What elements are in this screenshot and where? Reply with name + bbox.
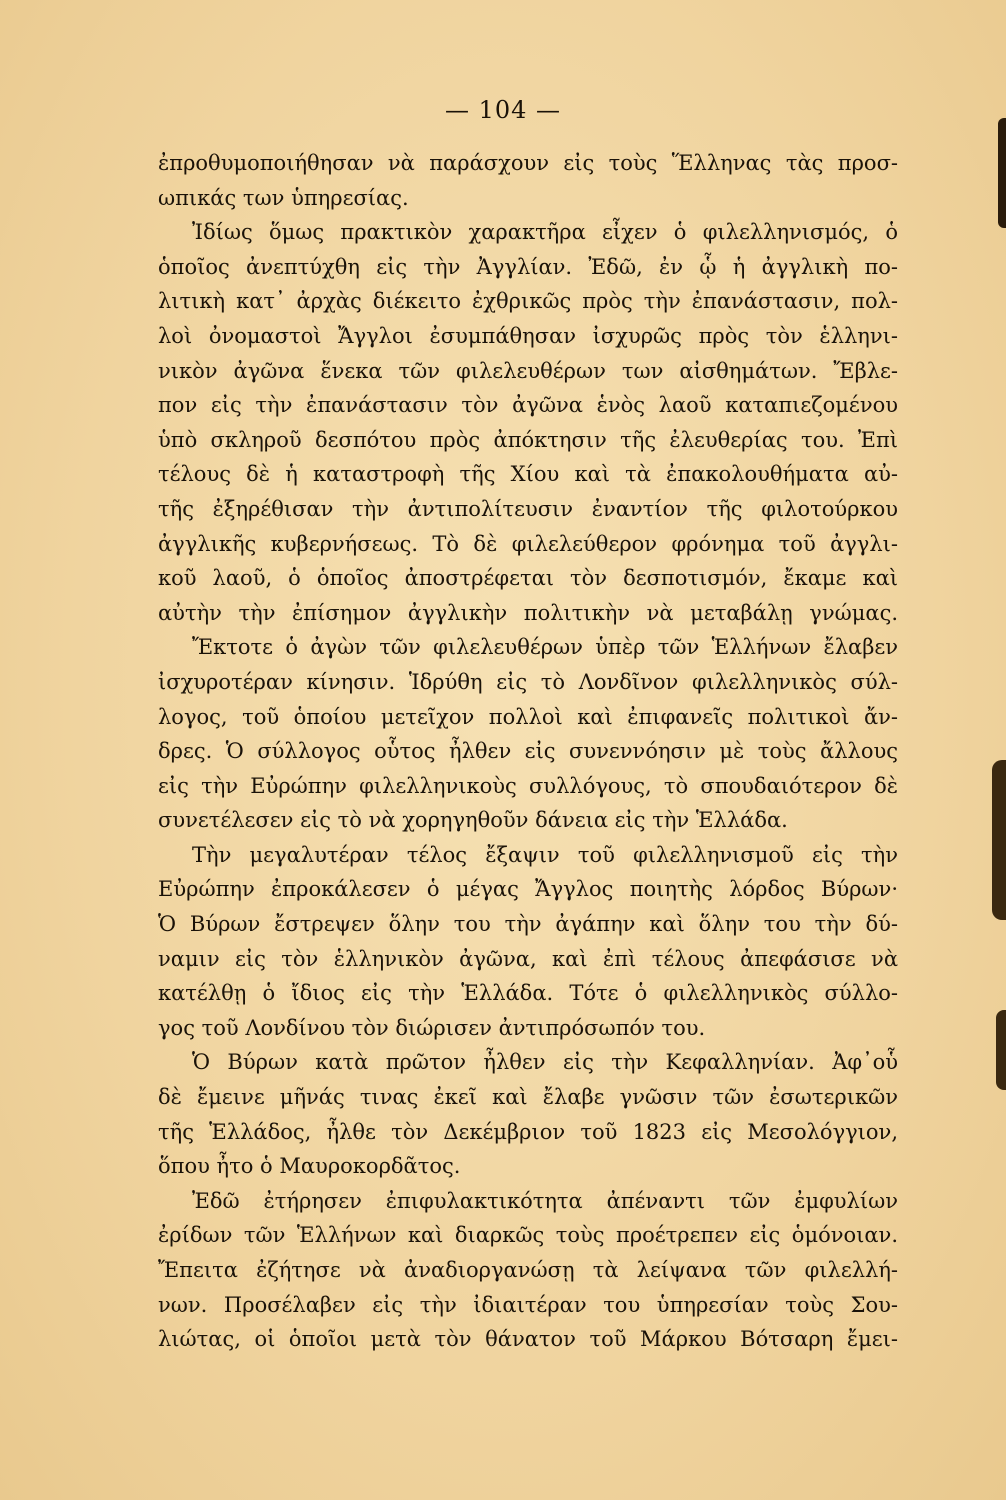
text-line: δρες. Ὁ σύλλογος οὗτος ἦλθεν εἰς συνεννόησιν μὲ τοὺς ἄλλους: [158, 739, 898, 764]
body-text: [158, 146, 898, 1357]
text-line: τῆς Ἑλλάδος, ἦλθε τὸν Δεκέμβριον τοῦ 1823 εἰς Μεσολόγγιον,: [158, 1119, 898, 1144]
text-line: Ἰδίως ὅμως πρακτικὸν χαρακτῆρα εἶχεν ὁ φιλελληνισμός, ὁ: [192, 220, 898, 245]
text-line: κατέλθῃ ὁ ἴδιος εἰς τὴν Ἑλλάδα. Τότε ὁ φιλελληνικὸς σύλλο-: [158, 981, 898, 1006]
text-line: τῆς ἐξηρέθισαν τὴν ἀντιπολίτευσιν ἐναντίον τῆς φιλοτούρκου: [158, 496, 898, 521]
text-line: Ἔπειτα ἐζήτησε νὰ ἀναδιοργανώσῃ τὰ λείψανα τῶν φιλελλή-: [158, 1258, 898, 1282]
text-line: ωπικάς των ὑπηρεσίας.: [158, 185, 409, 210]
page-edge-damage: [996, 1010, 1006, 1090]
text-line: λογος, τοῦ ὁποίου μετεῖχον πολλοὶ καὶ ἐπιφανεῖς πολιτικοὶ ἄν-: [158, 704, 898, 729]
text-line: πον εἰς τὴν ἐπανάστασιν τὸν ἀγῶνα ἑνὸς λαοῦ καταπιεζομένου: [158, 393, 898, 418]
page-number: — 104 —: [444, 96, 562, 124]
text-line: ἀγγλικῆς κυβερνήσεως. Τὸ δὲ φιλελεύθερον φρόνημα τοῦ ἀγγλι-: [158, 531, 898, 556]
text-line: Εὐρώπην ἐπροκάλεσεν ὁ μέγας Ἄγγλος ποιητὴς λόρδος Βύρων·: [158, 877, 898, 902]
text-line: Ὁ Βύρων ἔστρεψεν ὅλην του τὴν ἀγάπην καὶ ὅλην του τὴν δύ-: [158, 912, 898, 937]
page-edge-damage: [998, 118, 1006, 228]
text-line: ὑπὸ σκληροῦ δεσπότου πρὸς ἀπόκτησιν τῆς ἐλευθερίας του. Ἐπὶ: [158, 427, 898, 452]
text-line: ἰσχυροτέραν κίνησιν. Ἱδρύθη εἰς τὸ Λονδῖνον φιλελληνικὸς σύλ-: [158, 669, 898, 694]
page-edge-damage: [992, 760, 1006, 920]
text-line: ἐρίδων τῶν Ἑλλήνων καὶ διαρκῶς τοὺς προέτρεπεν εἰς ὁμόνοιαν.: [158, 1223, 898, 1248]
text-line: ὁποῖος ἀνεπτύχθη εἰς τὴν Ἀγγλίαν. Ἐδῶ, ἐν ᾧ ἡ ἀγγλικὴ πο-: [158, 254, 898, 279]
text-line: ὅπου ἦτο ὁ Μαυροκορδᾶτος.: [158, 1154, 461, 1179]
text-line: Ἐδῶ ἐτήρησεν ἐπιφυλακτικότητα ἀπέναντι τῶν ἐμφυλίων: [192, 1188, 898, 1213]
text-line: ἐπροθυμοποιήθησαν νὰ παράσχουν εἰς τοὺς Ἕλληνας τὰς προσ-: [158, 151, 898, 175]
text-line: νικὸν ἀγῶνα ἕνεκα τῶν φιλελευθέρων των αἰσθημάτων. Ἔβλε-: [158, 358, 898, 383]
text-line: τέλους δὲ ἡ καταστροφὴ τῆς Χίου καὶ τὰ ἐπακολουθήματα αὐ-: [158, 462, 898, 487]
text-line: λιτικὴ κατ᾽ ἀρχὰς διέκειτο ἐχθρικῶς πρὸς τὴν ἐπανάστασιν, πολ-: [158, 289, 898, 314]
text-line: αὐτὴν τὴν ἐπίσημον ἀγγλικὴν πολιτικὴν νὰ μεταβάλῃ γνώμας.: [158, 600, 898, 625]
text-line: λιώτας, οἱ ὁποῖοι μετὰ τὸν θάνατον τοῦ Μάρκου Βότσαρη ἔμει-: [158, 1327, 898, 1352]
text-line: ναμιν εἰς τὸν ἑλληνικὸν ἀγῶνα, καὶ ἐπὶ τέλους ἀπεφάσισε νὰ: [158, 946, 898, 971]
text-line: γος τοῦ Λονδίνου τὸν διώρισεν ἀντιπρόσωπόν του.: [158, 1015, 706, 1040]
text-line: Τὴν μεγαλυτέραν τέλος ἔξαψιν τοῦ φιλελληνισμοῦ εἰς τὴν: [192, 842, 898, 867]
text-line: κοῦ λαοῦ, ὁ ὁποῖος ἀποστρέφεται τὸν δεσποτισμόν, ἔκαμε καὶ: [158, 566, 898, 591]
text-line: εἰς τὴν Εὐρώπην φιλελληνικοὺς συλλόγους, τὸ σπουδαιότερον δὲ: [158, 773, 898, 798]
text-line: Ἔκτοτε ὁ ἀγὼν τῶν φιλελευθέρων ὑπὲρ τῶν Ἑλλήνων ἔλαβεν: [192, 635, 898, 660]
text-line: λοὶ ὀνομαστοὶ Ἄγγλοι ἐσυμπάθησαν ἰσχυρῶς πρὸς τὸν ἑλληνι-: [158, 323, 898, 348]
text-line: νων. Προσέλαβεν εἰς τὴν ἰδιαιτέραν του ὑπηρεσίαν τοὺς Σου-: [158, 1292, 898, 1317]
text-line: Ὁ Βύρων κατὰ πρῶτον ἦλθεν εἰς τὴν Κεφαλληνίαν. Ἀφ᾽οὗ: [192, 1050, 898, 1075]
text-line: συνετέλεσεν εἰς τὸ νὰ χορηγηθοῦν δάνεια εἰς τὴν Ἑλλάδα.: [158, 808, 788, 833]
text-line: δὲ ἔμεινε μῆνάς τινας ἐκεῖ καὶ ἔλαβε γνῶσιν τῶν ἐσωτερικῶν: [158, 1085, 898, 1110]
